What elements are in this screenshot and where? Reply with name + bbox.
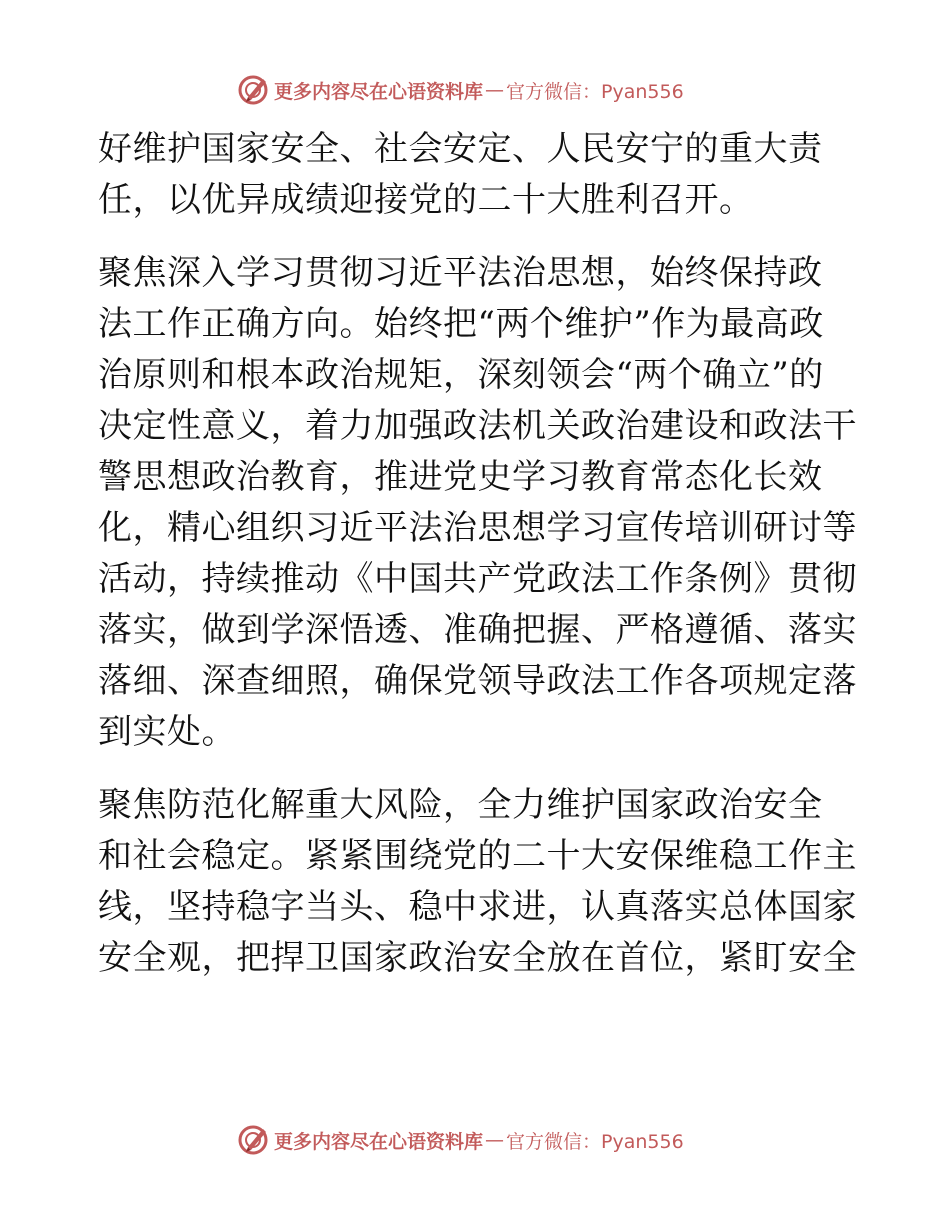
text-line: 治原则和根本政治规矩，深刻领会“两个确立”的 <box>98 355 824 395</box>
footer-watermark <box>236 1122 684 1158</box>
text-line: 到实处。 <box>98 712 236 752</box>
text-line: 聚焦深入学习贯彻习近平法治思想，始终保持政 <box>98 253 823 293</box>
text-line: 安全观，把捍卫国家政治安全放在首位，紧盯安全 <box>98 938 857 978</box>
header-watermark <box>236 72 684 108</box>
text-line: 决定性意义，着力加强政法机关政治建设和政法干 <box>98 406 857 446</box>
pen-logo-icon <box>236 73 270 107</box>
text-line: 化，精心组织习近平法治思想学习宣传培训研讨等 <box>98 508 857 548</box>
watermark-brand: 更多内容尽在心语资料库 <box>274 80 484 103</box>
paragraph-2 <box>98 248 858 758</box>
watermark-dash: — <box>485 79 505 101</box>
text-line: 警思想政治教育，推进党史学习教育常态化长效 <box>98 457 823 497</box>
paragraph-1 <box>98 124 858 226</box>
pen-logo-icon <box>236 1123 270 1157</box>
watermark-dash: — <box>485 1129 505 1151</box>
text-line: 线，坚持稳字当头、稳中求进，认真落实总体国家 <box>98 887 857 927</box>
text-line: 聚焦防范化解重大风险，全力维护国家政治安全 <box>98 785 823 825</box>
watermark-wechat: 官方微信：Pyan556 <box>506 80 684 103</box>
text-line: 落细、深查细照，确保党领导政法工作各项规定落 <box>98 661 857 701</box>
document-body <box>98 124 858 984</box>
watermark-wechat: 官方微信：Pyan556 <box>506 1130 684 1153</box>
text-line: 和社会稳定。紧紧围绕党的二十大安保维稳工作主 <box>98 836 857 876</box>
text-line: 活动，持续推动《中国共产党政法工作条例》贯彻 <box>98 559 857 599</box>
paragraph-3 <box>98 780 858 984</box>
text-line: 任，以优异成绩迎接党的二十大胜利召开。 <box>98 180 754 220</box>
text-line: 法工作正确方向。始终把“两个维护”作为最高政 <box>98 304 824 344</box>
text-line: 好维护国家安全、社会安定、人民安宁的重大责 <box>98 129 823 169</box>
text-line: 落实，做到学深悟透、准确把握、严格遵循、落实 <box>98 610 857 650</box>
watermark-brand: 更多内容尽在心语资料库 <box>274 1130 484 1153</box>
